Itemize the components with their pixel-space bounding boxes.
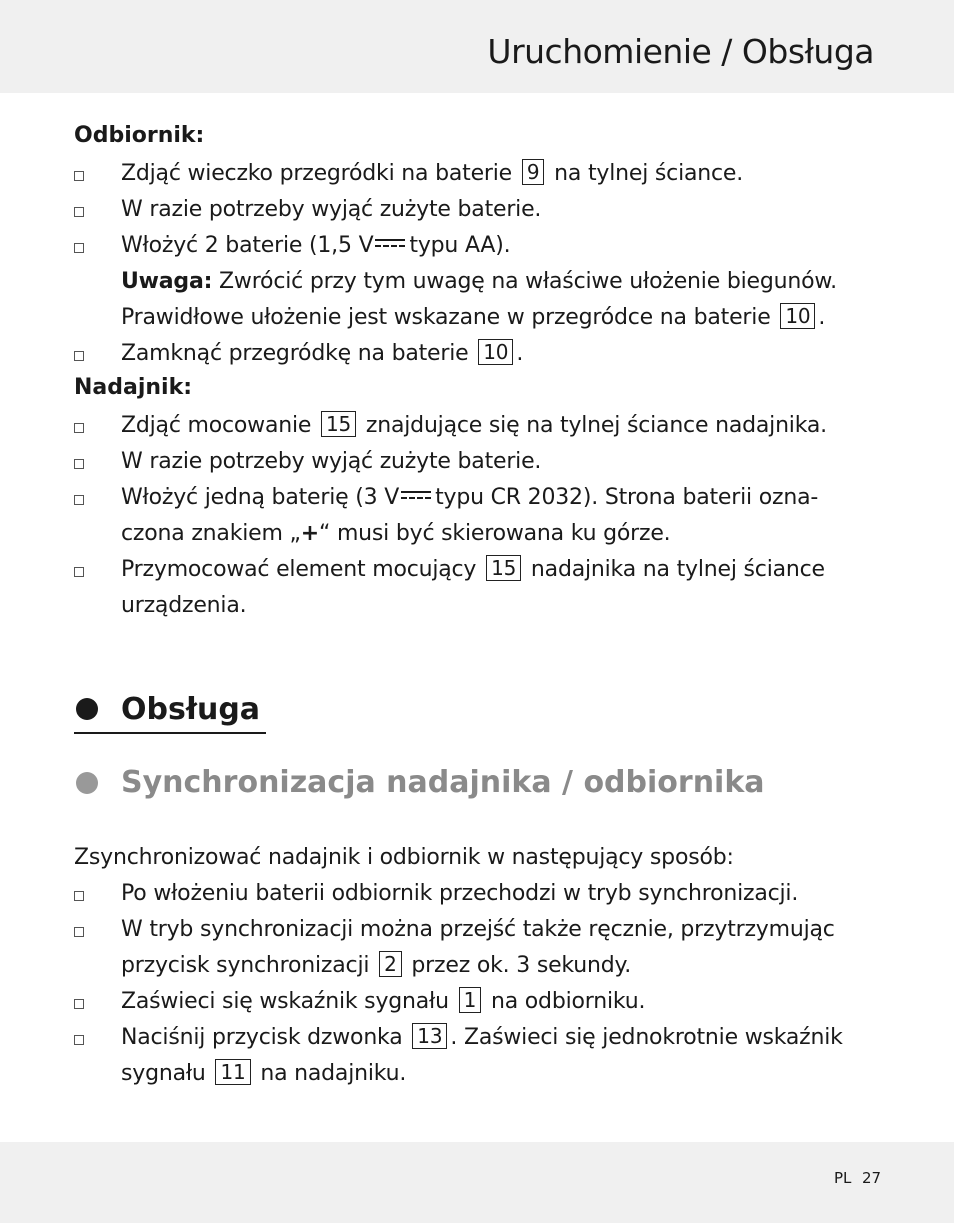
checkbox-icon — [74, 495, 84, 505]
ref-number: 15 — [321, 411, 356, 437]
sync-heading: Synchronizacja nadajnika / odbiornika — [121, 765, 765, 800]
receiver-step-4: Zamknąć przegródkę na baterie 10 . — [121, 340, 524, 366]
receiver-step-3: Włożyć 2 baterie (1,5 V typu AA). — [121, 233, 511, 258]
ref-number: 2 — [379, 951, 402, 977]
sync-step-2-line-2: przycisk synchronizacji 2 przez ok. 3 sekundy. — [121, 952, 632, 978]
sync-step-1: Po włożeniu baterii odbiornik przechodzi w tryb synchronizacji. — [121, 881, 799, 906]
note-label: Uwaga: — [121, 269, 213, 294]
receiver-step-1: Zdjąć wieczko przegródki na baterie 9 na tylnej ściance. — [121, 160, 744, 186]
checkbox-icon — [74, 459, 84, 469]
sync-step-3: Zaświeci się wskaźnik sygnału 1 na odbiorniku. — [121, 988, 646, 1014]
sync-step-2: W tryb synchronizacji można przejść także ręcznie, przytrzymując — [121, 917, 835, 942]
ref-number: 15 — [486, 555, 521, 581]
ref-number: 9 — [522, 159, 545, 185]
receiver-heading: Odbiornik: — [74, 123, 205, 148]
ref-number: 10 — [780, 303, 815, 329]
checkbox-icon — [74, 423, 84, 433]
checkbox-icon — [74, 171, 84, 181]
sync-step-4-line-2: sygnału 11 na nadajniku. — [121, 1060, 407, 1086]
dc-symbol-icon — [375, 239, 405, 249]
ref-number: 11 — [215, 1059, 250, 1085]
transmitter-step-3-line-2: czona znakiem „+“ musi być skierowana ku górze. — [121, 521, 671, 546]
plus-sign: + — [300, 521, 319, 546]
page-number: 27 — [862, 1169, 882, 1187]
operation-heading: Obsługa — [121, 692, 261, 727]
ref-number: 13 — [412, 1023, 447, 1049]
language-code: PL — [834, 1169, 852, 1187]
transmitter-heading: Nadajnik: — [74, 375, 193, 400]
checkbox-icon — [74, 891, 84, 901]
checkbox-icon — [74, 243, 84, 253]
heading-underline — [74, 732, 266, 734]
page-title: Uruchomienie / Obsługa — [487, 32, 874, 71]
subsection-bullet-icon — [76, 772, 98, 794]
checkbox-icon — [74, 351, 84, 361]
checkbox-icon — [74, 1035, 84, 1045]
transmitter-step-2: W razie potrzeby wyjąć zużyte baterie. — [121, 449, 542, 474]
receiver-step-2: W razie potrzeby wyjąć zużyte baterie. — [121, 197, 542, 222]
dc-symbol-icon — [401, 491, 431, 501]
checkbox-icon — [74, 567, 84, 577]
ref-number: 10 — [478, 339, 513, 365]
section-bullet-icon — [76, 698, 98, 720]
page-footer — [0, 1142, 954, 1223]
ref-number: 1 — [459, 987, 482, 1013]
transmitter-step-1: Zdjąć mocowanie 15 znajdujące się na tylnej ściance nadajnika. — [121, 412, 827, 438]
sync-step-4: Naciśnij przycisk dzwonka 13 . Zaświeci się jednokrotnie wskaźnik — [121, 1024, 843, 1050]
transmitter-step-4-line-2: urządzenia. — [121, 593, 247, 618]
page-header — [0, 0, 954, 93]
transmitter-step-3: Włożyć jedną baterię (3 V typu CR 2032). Strona baterii ozna- — [121, 485, 819, 510]
receiver-note-line-2: Prawidłowe ułożenie jest wskazane w przegródce na baterie 10 . — [121, 304, 826, 330]
transmitter-step-4: Przymocować element mocujący 15 nadajnika na tylnej ściance — [121, 556, 825, 582]
checkbox-icon — [74, 999, 84, 1009]
sync-intro: Zsynchronizować nadajnik i odbiornik w następujący sposób: — [74, 845, 734, 870]
checkbox-icon — [74, 927, 84, 937]
checkbox-icon — [74, 207, 84, 217]
receiver-note: Uwaga: Zwrócić przy tym uwagę na właściwe ułożenie biegunów. — [121, 269, 837, 294]
